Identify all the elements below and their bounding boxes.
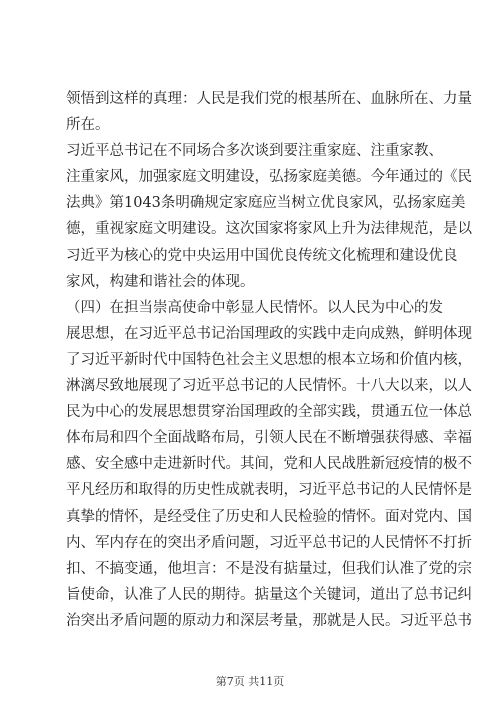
text-line: 德，重视家庭文明建设。这次国家将家风上升为法律规范，是以 — [66, 221, 472, 238]
text-line: 民为中心的发展思想贯穿治国理政的全部实践，贯通五位一体总 — [66, 404, 472, 421]
text-line: 扣、不搞变通，他坦言：不是没有掂量过，但我们认准了党的宗 — [66, 560, 472, 577]
text-line: 平凡经历和取得的历史性成就表明，习近平总书记的人民情怀是 — [66, 482, 472, 499]
text-line: 了习近平新时代中国特色社会主义思想的根本立场和价值内核， — [66, 351, 472, 368]
page-number-footer: 第7页 共11页 — [215, 675, 285, 688]
text-line: 展思想，在习近平总书记治国理政的实践中走向成熟，鲜明体现 — [66, 325, 472, 342]
text-line: 内、军内存在的突出矛盾问题，习近平总书记的人民情怀不打折 — [66, 534, 472, 551]
text-line: 淋漓尽致地展现了习近平总书记的人民情怀。十八大以来，以人 — [66, 378, 472, 395]
text-line: 家风，构建和谐社会的体现。 — [66, 273, 255, 290]
text-line: （四）在担当崇高使命中彰显人民情怀。以人民为中心的发 — [66, 299, 443, 316]
text-line: 治突出矛盾问题的原动力和深层考量，那就是人民。习近平总书 — [66, 612, 472, 629]
text-line: 感、安全感中走进新时代。其间，党和人民战胜新冠疫情的极不 — [66, 456, 472, 473]
text-line: 注重家风，加强家庭文明建设，弘扬家庭美德。今年通过的《民 — [66, 169, 472, 186]
text-line: 旨使命，认准了人民的期待。掂量这个关键词，道出了总书记纠 — [66, 586, 472, 603]
text-line: 领悟到这样的真理：人民是我们党的根基所在、血脉所在、力量 — [66, 91, 472, 107]
text-line: 习近平总书记在不同场合多次谈到要注重家庭、注重家教、 — [66, 143, 443, 160]
body-text — [66, 86, 472, 634]
text-line: 真挚的情怀，是经受住了历史和人民检验的情怀。面对党内、国 — [66, 508, 472, 525]
text-line: 体布局和四个全面战略布局，引领人民在不断增强获得感、幸福 — [66, 430, 472, 447]
text-line: 习近平为核心的党中央运用中国优良传统文化梳理和建设优良 — [66, 247, 458, 264]
text-line: 所在。 — [66, 117, 110, 134]
text-line: 法典》第1043条明确规定家庭应当树立优良家风，弘扬家庭美 — [66, 195, 466, 212]
